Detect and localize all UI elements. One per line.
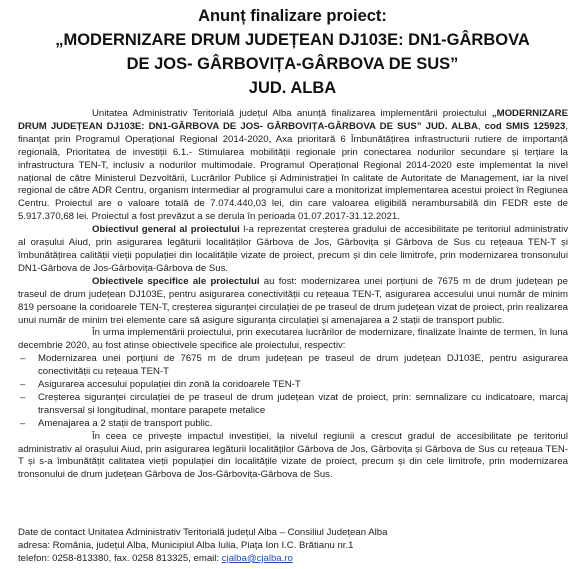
intro-details: , finanțat prin Programul Operațional Regional 2014-2020, Axa prioritară 6 Îmbunătățirea infrastructurii rutiere de importanță regională, Prioritatea de investiții 6.1.- Stimularea mobilității regionale prin conectarea nodurilor secundare și terțiare la infrastructura TEN-T, inclusiv a nodurilor multimodale. Programul Operațional Regional 2014-2020 este implementat la nivel național de către Ministerul Dezvoltării, Lucrărilor Publice și Administrației în calitate de Autoritate de Management, iar la nivel regional de către ADR Centru, organism intermediar al programului care a monitorizat implementarea acestui proiect în Regiunea Centru. Proiectul are o valoare totală de 7.074.440,03 lei, din care valoarea eligibilă nerambursabilă din FEDR este de 5.917.370,68 lei. Proiectul a fost prevăzut a se derula în perioada 01.07.2017-31.12.2021.	[18, 120, 568, 223]
contact-phone-fax: telefon: 0258-813380, fax. 0258 813325, email:	[18, 552, 222, 564]
general-objective-text: l-a reprezentat creșterea gradului de accesibilitate pe teritoriul administrativ al orașului Aiud, prin asigurarea legăturii localităților Gârbova de Jos, Gârbovița și Gârbova de Sus cu rețeaua TEN-T și îmbunătățirea calității vieții populației din localitățile vizate de proiect, precum și din cele limitrofe, prin modernizarea tronsonului DN1-Gârbova de Jos-Gârbovița-Gârbova de Sus.	[18, 224, 569, 274]
intro-paragraph	[18, 108, 568, 224]
title-line-4: JUD. ALBA	[248, 79, 337, 97]
title-line-3: DE JOS- GÂRBOVIȚA-GÂRBOVA DE SUS”	[126, 55, 459, 73]
contact-phone-line	[18, 553, 568, 566]
list-item: – Amenajarea a 2 stații de transport public.	[18, 418, 568, 431]
email-link[interactable]: cjalba@cjalba.ro	[221, 552, 293, 564]
list-item: – Modernizarea unei porțiuni de 7675 m de drum județean pe traseul de drum județean DJ103E, pentru asigurarea conectivității cu rețeaua TEN-T	[18, 353, 568, 379]
smis-code: cod SMIS 125923	[484, 120, 566, 132]
contact-line-1: Date de contact Unitatea Administrativ Teritorială județul Alba – Consiliul Județean Alba	[18, 527, 388, 538]
results-paragraph: În urma implementării proiectului, prin executarea lucrărilor de modernizare, finalizate înainte de termen, în luna decembrie 2020, au fost atinse obiectivele specifice ale proiectului, respectiv:	[18, 327, 568, 352]
project-name: „MODERNIZARE DRUM JUDEȚEAN DJ103E: DN1-GÂRBOVA DE JOS- GÂRBOVIȚA-GÂRBOVA DE SUS” JUD. ALBA	[18, 108, 568, 132]
contact-block	[18, 527, 568, 566]
specific-objectives-heading: Obiectivele specifice ale proiectului	[92, 275, 260, 287]
list-item: – Asigurarea accesului populației din zonă la coridoarele TEN-T	[18, 379, 568, 392]
title-line-1: Anunț finalizare proiect:	[198, 7, 387, 25]
title-line-2: „MODERNIZARE DRUM JUDEȚEAN DJ103E: DN1-GÂRBOVA	[55, 31, 530, 49]
separator: ,	[477, 120, 485, 132]
general-objective-heading: Obiectivul general al proiectului	[92, 224, 240, 236]
specific-objectives-text: au fost: modernizarea unei porțiuni de 7675 m de drum județean pe traseul de drum județean DJ103E, pentru asigurarea conectivității cu rețeaua TEN-T, asigurarea accesului unui număr de minim 819 persoane la coridoarele TEN-T, creșterea siguranței circulației de pe traseul de drum județean vizat de proiect, prin realizarea unui număr de minim trei elemente care să asigure siguranța circulației și amenajarea a 2 stații de transport public.	[18, 275, 568, 326]
announcement-body	[18, 108, 568, 482]
list-item: – Creșterea siguranței circulației de pe traseul de drum județean vizat de proiect, prin: semnalizare cu indicatoare, marcaj transversal și longitudinal, montare parapete metalice	[18, 392, 568, 418]
impact-paragraph: În ceea ce privește impactul investiției, la nivelul regiunii a crescut gradul de accesibilitate pe teritoriul administrativ al orașului Aiud, prin asigurarea legăturii localităților Gârbova de Jos, Gârbovița și Gârbova de Sus cu rețeaua TEN-T și s-a îmbunătățit calitatea vieții populației din localitățile vizate de proiect, precum și din cele limitrofe, prin modernizarea tronsonului de drum județean Gârbova de Jos-Gârbovița-Gârbova de Sus.	[18, 430, 568, 481]
contact-address: adresa: România, județul Alba, Municipiul Alba Iulia, Piața Ion I.C. Brătianu nr.1	[18, 539, 354, 551]
intro-text: Unitatea Administrativ Teritorială județul Alba anunță finalizarea implementării proiectului	[92, 108, 492, 119]
objectives-list	[18, 353, 568, 430]
specific-objectives-paragraph	[18, 276, 568, 328]
general-objective-paragraph	[18, 224, 568, 276]
